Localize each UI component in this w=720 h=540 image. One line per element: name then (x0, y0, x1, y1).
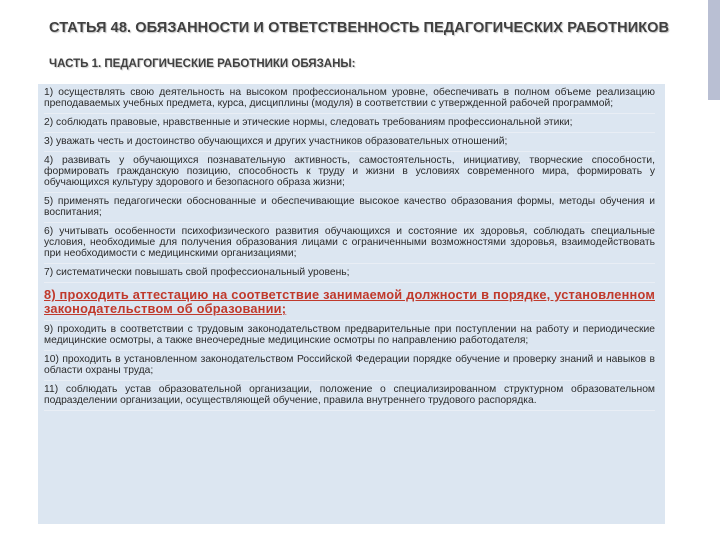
page-subtitle: ЧАСТЬ 1. ПЕДАГОГИЧЕСКИЕ РАБОТНИКИ ОБЯЗАНЫ: (49, 58, 356, 70)
duty-list (44, 87, 655, 414)
duty-item-3: 3) уважать честь и достоинство обучающихся и других участников образовательных отношений; (44, 136, 655, 152)
page-title: СТАТЬЯ 48. ОБЯЗАННОСТИ И ОТВЕТСТВЕННОСТЬ ПЕДАГОГИЧЕСКИХ РАБОТНИКОВ (49, 20, 670, 36)
duty-item-2: 2) соблюдать правовые, нравственные и этические нормы, следовать требованиям профессиональной этики; (44, 117, 655, 133)
duty-item-6: 6) учитывать особенности психофизического развития обучающихся и состояние их здоровья, соблюдать специальные условия, необходимые для получения образования лицами с ограниченными возможностями здоровья, взаимодействовать при необходимости с медицинскими организациями; (44, 226, 655, 264)
duty-item-7: 7) систематически повышать свой профессиональный уровень; (44, 267, 655, 283)
duty-item-1: 1) осуществлять свою деятельность на высоком профессиональном уровне, обеспечивать в полном объеме реализацию преподаваемых учебных предмета, курса, дисциплины (модуля) в соответствии с утвержденной рабочей программой; (44, 87, 655, 114)
duty-item-10: 10) проходить в установленном законодательством Российской Федерации порядке обучение и проверку знаний и навыков в области охраны труда; (44, 354, 655, 381)
duty-item-5: 5) применять педагогически обоснованные и обеспечивающие высокое качество образования формы, методы обучения и воспитания; (44, 196, 655, 223)
duty-item-11: 11) соблюдать устав образовательной организации, положение о специализированном структурном образовательном подразделении организации, осуществляющей обучение, правила внутреннего трудового распорядка. (44, 384, 655, 411)
duty-item-8-highlighted: 8) проходить аттестацию на соответствие занимаемой должности в порядке, установленном законодательством об образовании; (44, 286, 655, 321)
duty-item-4: 4) развивать у обучающихся познавательную активность, самостоятельность, инициативу, творческие способности, формировать гражданскую позицию, способность к труду и жизни в условиях современного мира, формировать у обучающихся культуру здорового и безопасного образа жизни; (44, 155, 655, 193)
duty-item-9: 9) проходить в соответствии с трудовым законодательством предварительные при поступлении на работу и периодические медицинские осмотры, а также внеочередные медицинские осмотры по направлению работодателя; (44, 324, 655, 351)
decorative-side-bar (708, 0, 720, 100)
